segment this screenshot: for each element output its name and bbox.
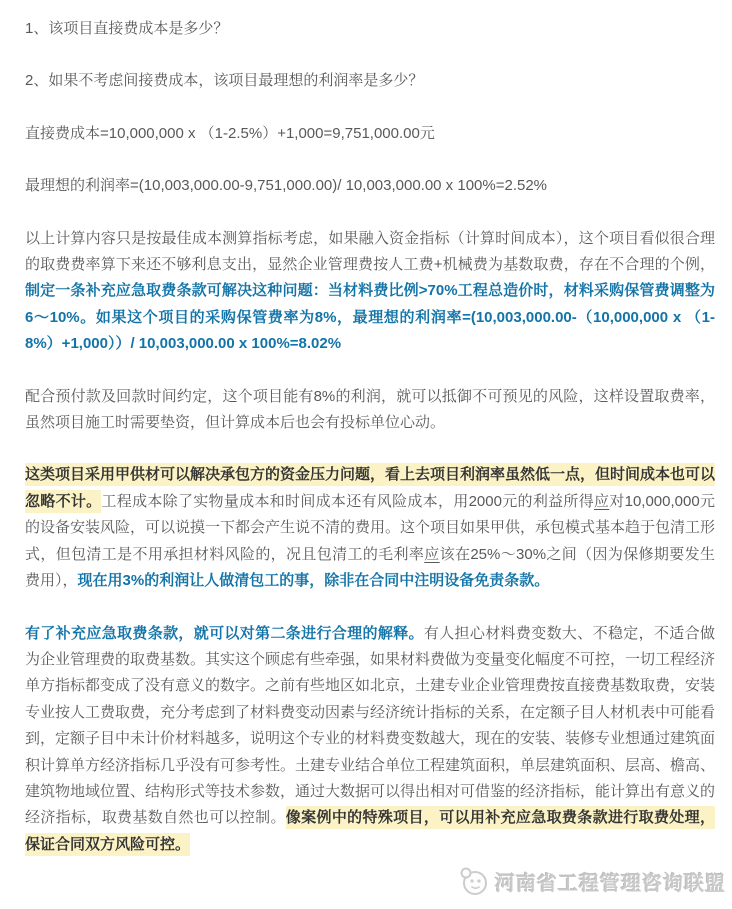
highlight-run: 这类项目采用甲供材可以解决承包方的资金压力问题，看上去项目利润率虽然低一点，但时间成本也可以忽略不计。 <box>25 463 715 512</box>
prepayment-paragraph <box>25 384 715 437</box>
brand-name: 河南省工程管理咨询联盟 <box>495 872 726 895</box>
formula-run: 最理想的利润率=(10,003,000.00-9,751,000.00)/ 10,003,000.00 x 100%=2.52% <box>25 177 548 195</box>
question-2 <box>25 68 715 94</box>
supplementary-clause-analysis <box>25 226 715 358</box>
underlined-char: 应 <box>424 545 440 563</box>
emphasis-blue-run: 制定一条补充应急取费条款可解决这种问题：当材料费比例>70%工程总造价时，材料采购保管费调整为6～10%。如果这个项目的采购保管费率为8%，最理想的利润率=(10,003,000.00-（10,000,000 x （1-8%）+1,000））/ 10,003,000.00 x 100%=8.02% <box>25 282 715 353</box>
direct-cost-formula <box>25 121 715 147</box>
formula-run: 直接费成本=10,000,000 x （1-2.5%）+1,000=9,751,000.00元 <box>25 124 435 142</box>
clause-explanation-paragraph <box>25 621 715 859</box>
highlight-run: 像案例中的特殊项目，可以用补充应急取费条款进行取费处理，保证合同双方风险可控。 <box>25 806 715 855</box>
text-run: 1、该项目直接费成本是多少？ <box>25 20 229 37</box>
ideal-profit-formula <box>25 173 715 199</box>
underlined-char: 应 <box>594 492 610 510</box>
text-run: 工程成本除了实物量成本和时间成本还有风险成本，用2000元的利益所得 <box>101 492 595 510</box>
question-1 <box>25 16 715 42</box>
text-run: 对10,000,000元的设备安装风险，可以说摸一下都会产生说不清的费用。这个项目如果甲供，承包模式基本趋于包清工形式，但包清工是不用承担材料风险的，况且包清工的毛利率 <box>25 492 716 563</box>
text-run: 配合预付款及回款时间约定，这个项目能有8%的利润，就可以抵御不可预见的风险，这样设置取费率，虽然项目施工时需要垫资，但计算成本后也会有投标单位心动。 <box>25 387 715 432</box>
text-run: 以上计算内容只是按最佳成本测算指标考虑，如果融入资金指标（计算时间成本），这个项目看似很合理的取费费率算下来还不够利息支出，显然企业管理费按人工费+机械费为基数取费，存在不合理的个例， <box>25 229 715 274</box>
emphasis-blue-run: 有了补充应急取费条款，就可以对第二条进行合理的解释。 <box>25 624 424 642</box>
emphasis-blue-run: 现在用3%的利润让人做清包工的事，除非在合同中注明设备免责条款。 <box>77 572 550 590</box>
text-run: 有人担心材料费变数大、不稳定，不适合做为企业管理费的取费基数。其实这个顾虑有些牵强，如果材料费做为变量变化幅度不可控，一切工程经济单方指标都变成了没有意义的数字。之前有些地区如北京，土建专业企业管理费按直接费基数取费，安装专业按人工费取费，充分考虑到了材料费变动因素与经济统计指标的关系，在定额子目人材机表中可能看到，定额子目中未计价材料越多，说明这个专业的材料费变数越大，现在的安装、装修专业想通过建筑面积计算单方经济指标几乎没有可参考性。土建专业结合单位工程建筑面积，单层建筑面积、层高、檐高、建筑物地域位置、结构形式等技术参数，通过大数据可以得出相对可借鉴的经济指标，能计算出有意义的经济指标，取费基数自然也可以控制。 <box>25 624 716 827</box>
text-run: 2、如果不考虑间接费成本，该项目最理想的利润率是多少？ <box>25 72 424 90</box>
owner-supplied-materials-paragraph <box>25 462 715 594</box>
alliance-mascot-icon <box>458 865 490 897</box>
text-run: 该在25%～30%之间（因为保修期要发生费用）， <box>25 545 715 590</box>
brand-watermark <box>458 865 726 897</box>
